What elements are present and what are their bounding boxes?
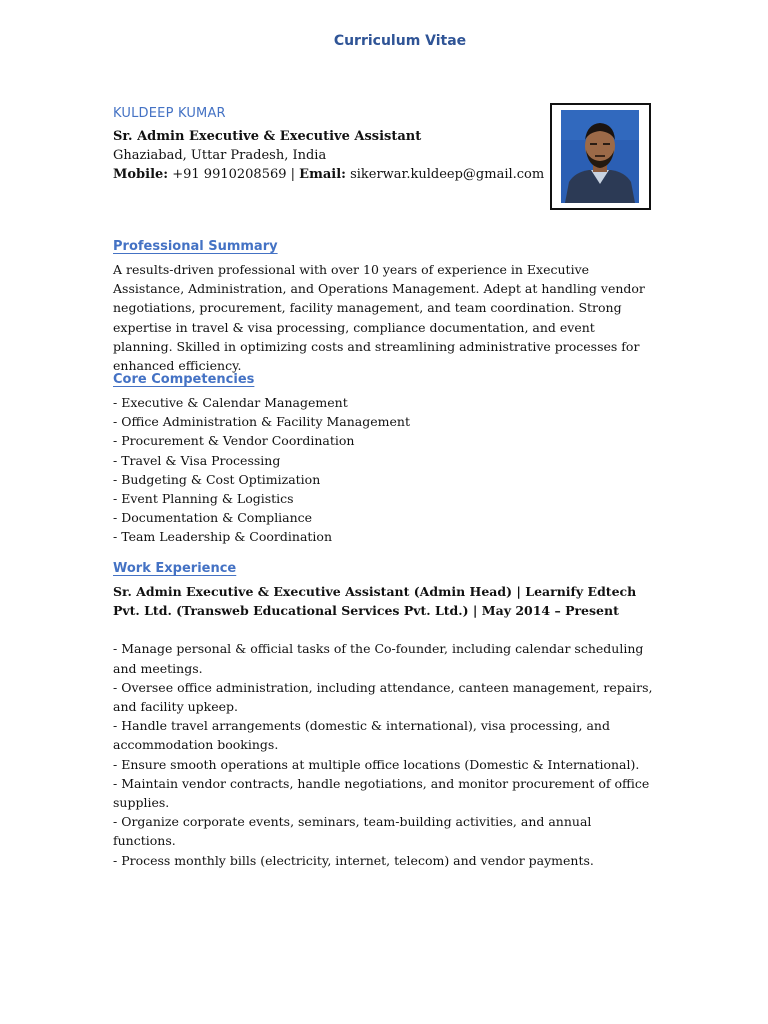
list-item: - Budgeting & Cost Optimization [113, 471, 321, 487]
person-portrait-icon [561, 110, 639, 203]
photo-frame [550, 103, 651, 210]
list-item: - Handle travel arrangements (domestic & international), visa processing, and accommodation bookings. [113, 718, 610, 753]
list-item: - Maintain vendor contracts, handle negotiations, and monitor procurement of office supplies. [113, 775, 650, 811]
list-item: - Office Administration & Facility Management [113, 414, 410, 430]
list-item: - Documentation & Compliance [113, 510, 313, 526]
list-item: - Oversee office administration, including attendance, canteen management, repairs, and facility upkeep. [113, 679, 653, 715]
mobile-label: Mobile: [113, 167, 169, 182]
email-label: Email: [299, 167, 346, 182]
candidate-role: Sr. Admin Executive & Executive Assistant [113, 129, 422, 144]
list-item: - Event Planning & Logistics [113, 491, 294, 507]
job-title: Sr. Admin Executive & Executive Assistant (Admin Head) | Learnify Edtech Pvt. Ltd. (Transweb Educational Services Pvt. Ltd.) | May 2014 – Present [113, 584, 637, 619]
professional-summary-section [113, 238, 653, 375]
candidate-name: KULDEEP KUMAR [113, 106, 226, 121]
mobile-value: +91 9910208569 | [168, 167, 300, 182]
core-competencies-section [113, 371, 653, 547]
summary-heading: Professional Summary [113, 239, 278, 254]
candidate-location: Ghaziabad, Uttar Pradesh, India [113, 148, 327, 163]
list-item: - Process monthly bills (electricity, internet, telecom) and vendor payments. [113, 852, 594, 868]
contact-line [113, 165, 545, 184]
list-item: - Travel & Visa Processing [113, 452, 281, 468]
list-item: - Manage personal & official tasks of the Co-founder, including calendar scheduling and meetings. [113, 641, 644, 676]
duties-list [113, 639, 653, 869]
contact-header [113, 106, 545, 184]
list-item: - Organize corporate events, seminars, team-building activities, and annual functions. [113, 814, 592, 849]
experience-heading: Work Experience [113, 561, 237, 576]
list-item: - Procurement & Vendor Coordination [113, 433, 355, 449]
list-item: - Team Leadership & Coordination [113, 529, 332, 545]
document-title: Curriculum Vitae [333, 33, 467, 49]
list-item: - Executive & Calendar Management [113, 395, 348, 410]
profile-photo [561, 110, 639, 203]
summary-text: A results-driven professional with over 10 years of experience in Executive Assistance, Administration, and Operations Management. Adept at handling vendor negotiations, procurement, facility management, and team coordination. Strong expertise in travel & visa processing, compliance documentation, and event planning. Skilled in optimizing costs and streamlining administrative processes for enhanced efficiency. [113, 262, 645, 374]
list-item: - Ensure smooth operations at multiple office locations (Domestic & International). [113, 756, 640, 772]
competencies-list [113, 393, 653, 547]
work-experience-section [113, 560, 653, 870]
email-value: sikerwar.kuldeep@gmail.com [345, 167, 545, 182]
competencies-heading: Core Competencies [113, 372, 255, 387]
